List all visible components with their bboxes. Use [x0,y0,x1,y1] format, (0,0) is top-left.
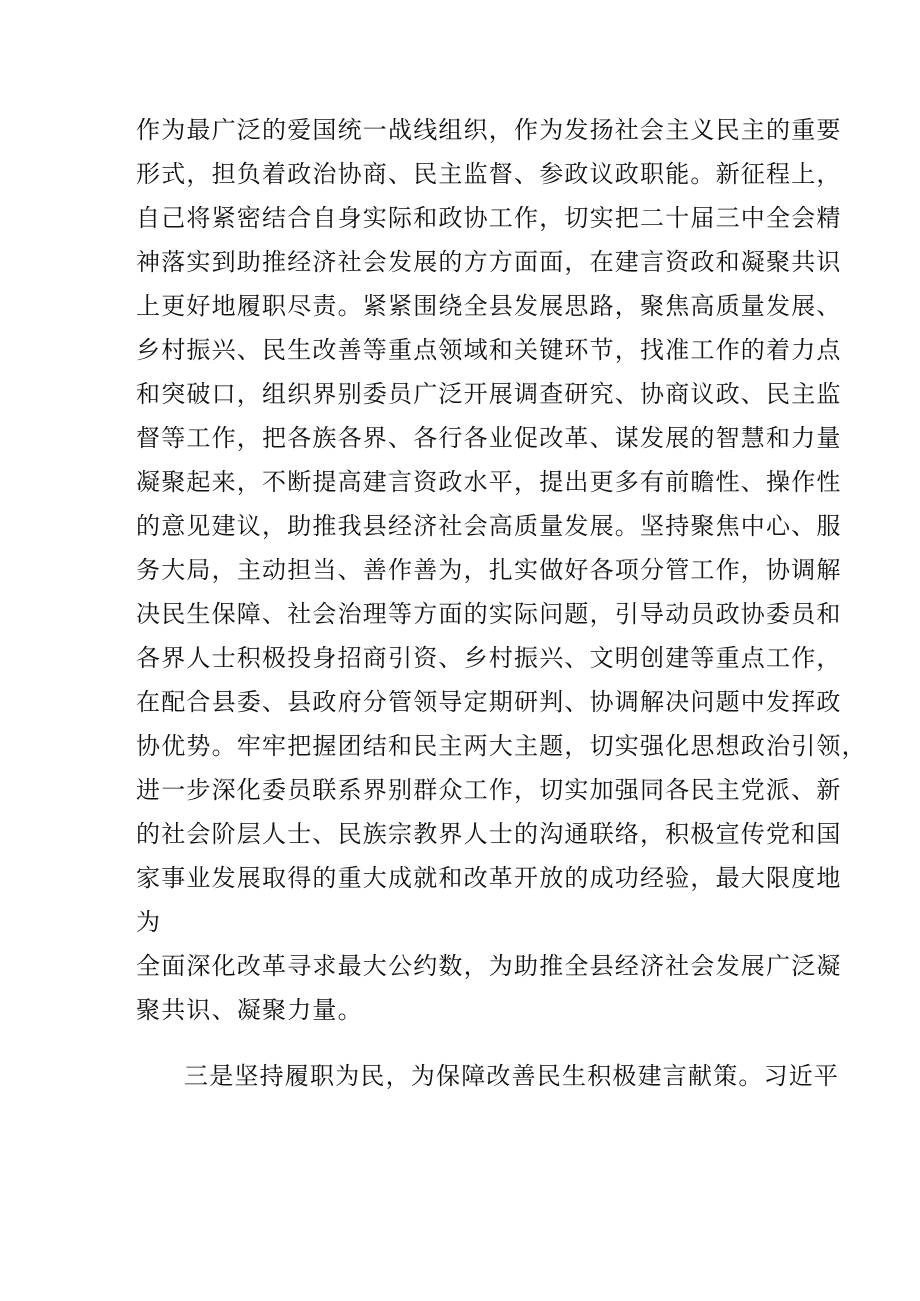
text-line-17: 的社会阶层人士、民族宗教界人士的沟通联络，积极宣传党和国 [136,820,842,848]
text-line-10: 的意见建议，助推我县经济社会高质量发展。坚持聚焦中心、服 [136,512,842,540]
text-line-5: 上更好地履职尽责。紧紧围绕全县发展思路，聚焦高质量发展、 [136,292,842,320]
text-line-8: 督等工作，把各族各界、各行各业促改革、谋发展的智慧和力量 [136,424,842,452]
text-line-21: 聚共识、凝聚力量。 [136,996,363,1024]
text-line-16: 进一步深化委员联系界别群众工作，切实加强同各民主党派、新 [136,776,842,804]
paragraph-gap [136,1032,796,1054]
text-line-4: 神落实到助推经济社会发展的方方面面，在建言资政和凝聚共识 [136,248,842,276]
next-paragraph-first-line: 三是坚持履职为民，为保障改善民生积极建言献策。习近平 [184,1062,840,1090]
text-line-18: 家事业发展取得的重大成就和改革开放的成功经验，最大限度地 [136,864,842,892]
text-line-9: 凝聚起来，不断提高建言资政水平，提出更多有前瞻性、操作性 [136,468,842,496]
text-line-19: 为 [136,908,162,936]
text-line-15: 协优势。牢牢把握团结和民主两大主题，切实强化思想政治引领， [136,732,867,760]
body-text [136,108,867,1098]
text-line-7: 和突破口，组织界别委员广泛开展调查研究、协商议政、民主监 [136,380,842,408]
text-line-1: 作为最广泛的爱国统一战线组织，作为发扬社会主义民主的重要 [136,116,842,144]
text-line-3: 自己将紧密结合自身实际和政协工作，切实把二十届三中全会精 [136,204,842,232]
text-line-14: 在配合县委、县政府分管领导定期研判、协调解决问题中发挥政 [136,688,842,716]
text-line-20: 全面深化改革寻求最大公约数，为助推全县经济社会发展广泛凝 [136,952,842,980]
text-line-6: 乡村振兴、民生改善等重点领域和关键环节，找准工作的着力点 [136,336,842,364]
text-line-12: 决民生保障、社会治理等方面的实际问题，引导动员政协委员和 [136,600,842,628]
text-line-13: 各界人士积极投身招商引资、乡村振兴、文明创建等重点工作， [136,644,842,672]
text-line-11: 务大局，主动担当、善作善为，扎实做好各项分管工作，协调解 [136,556,842,584]
text-line-2: 形式，担负着政治协商、民主监督、参政议政职能。新征程上， [136,160,842,188]
